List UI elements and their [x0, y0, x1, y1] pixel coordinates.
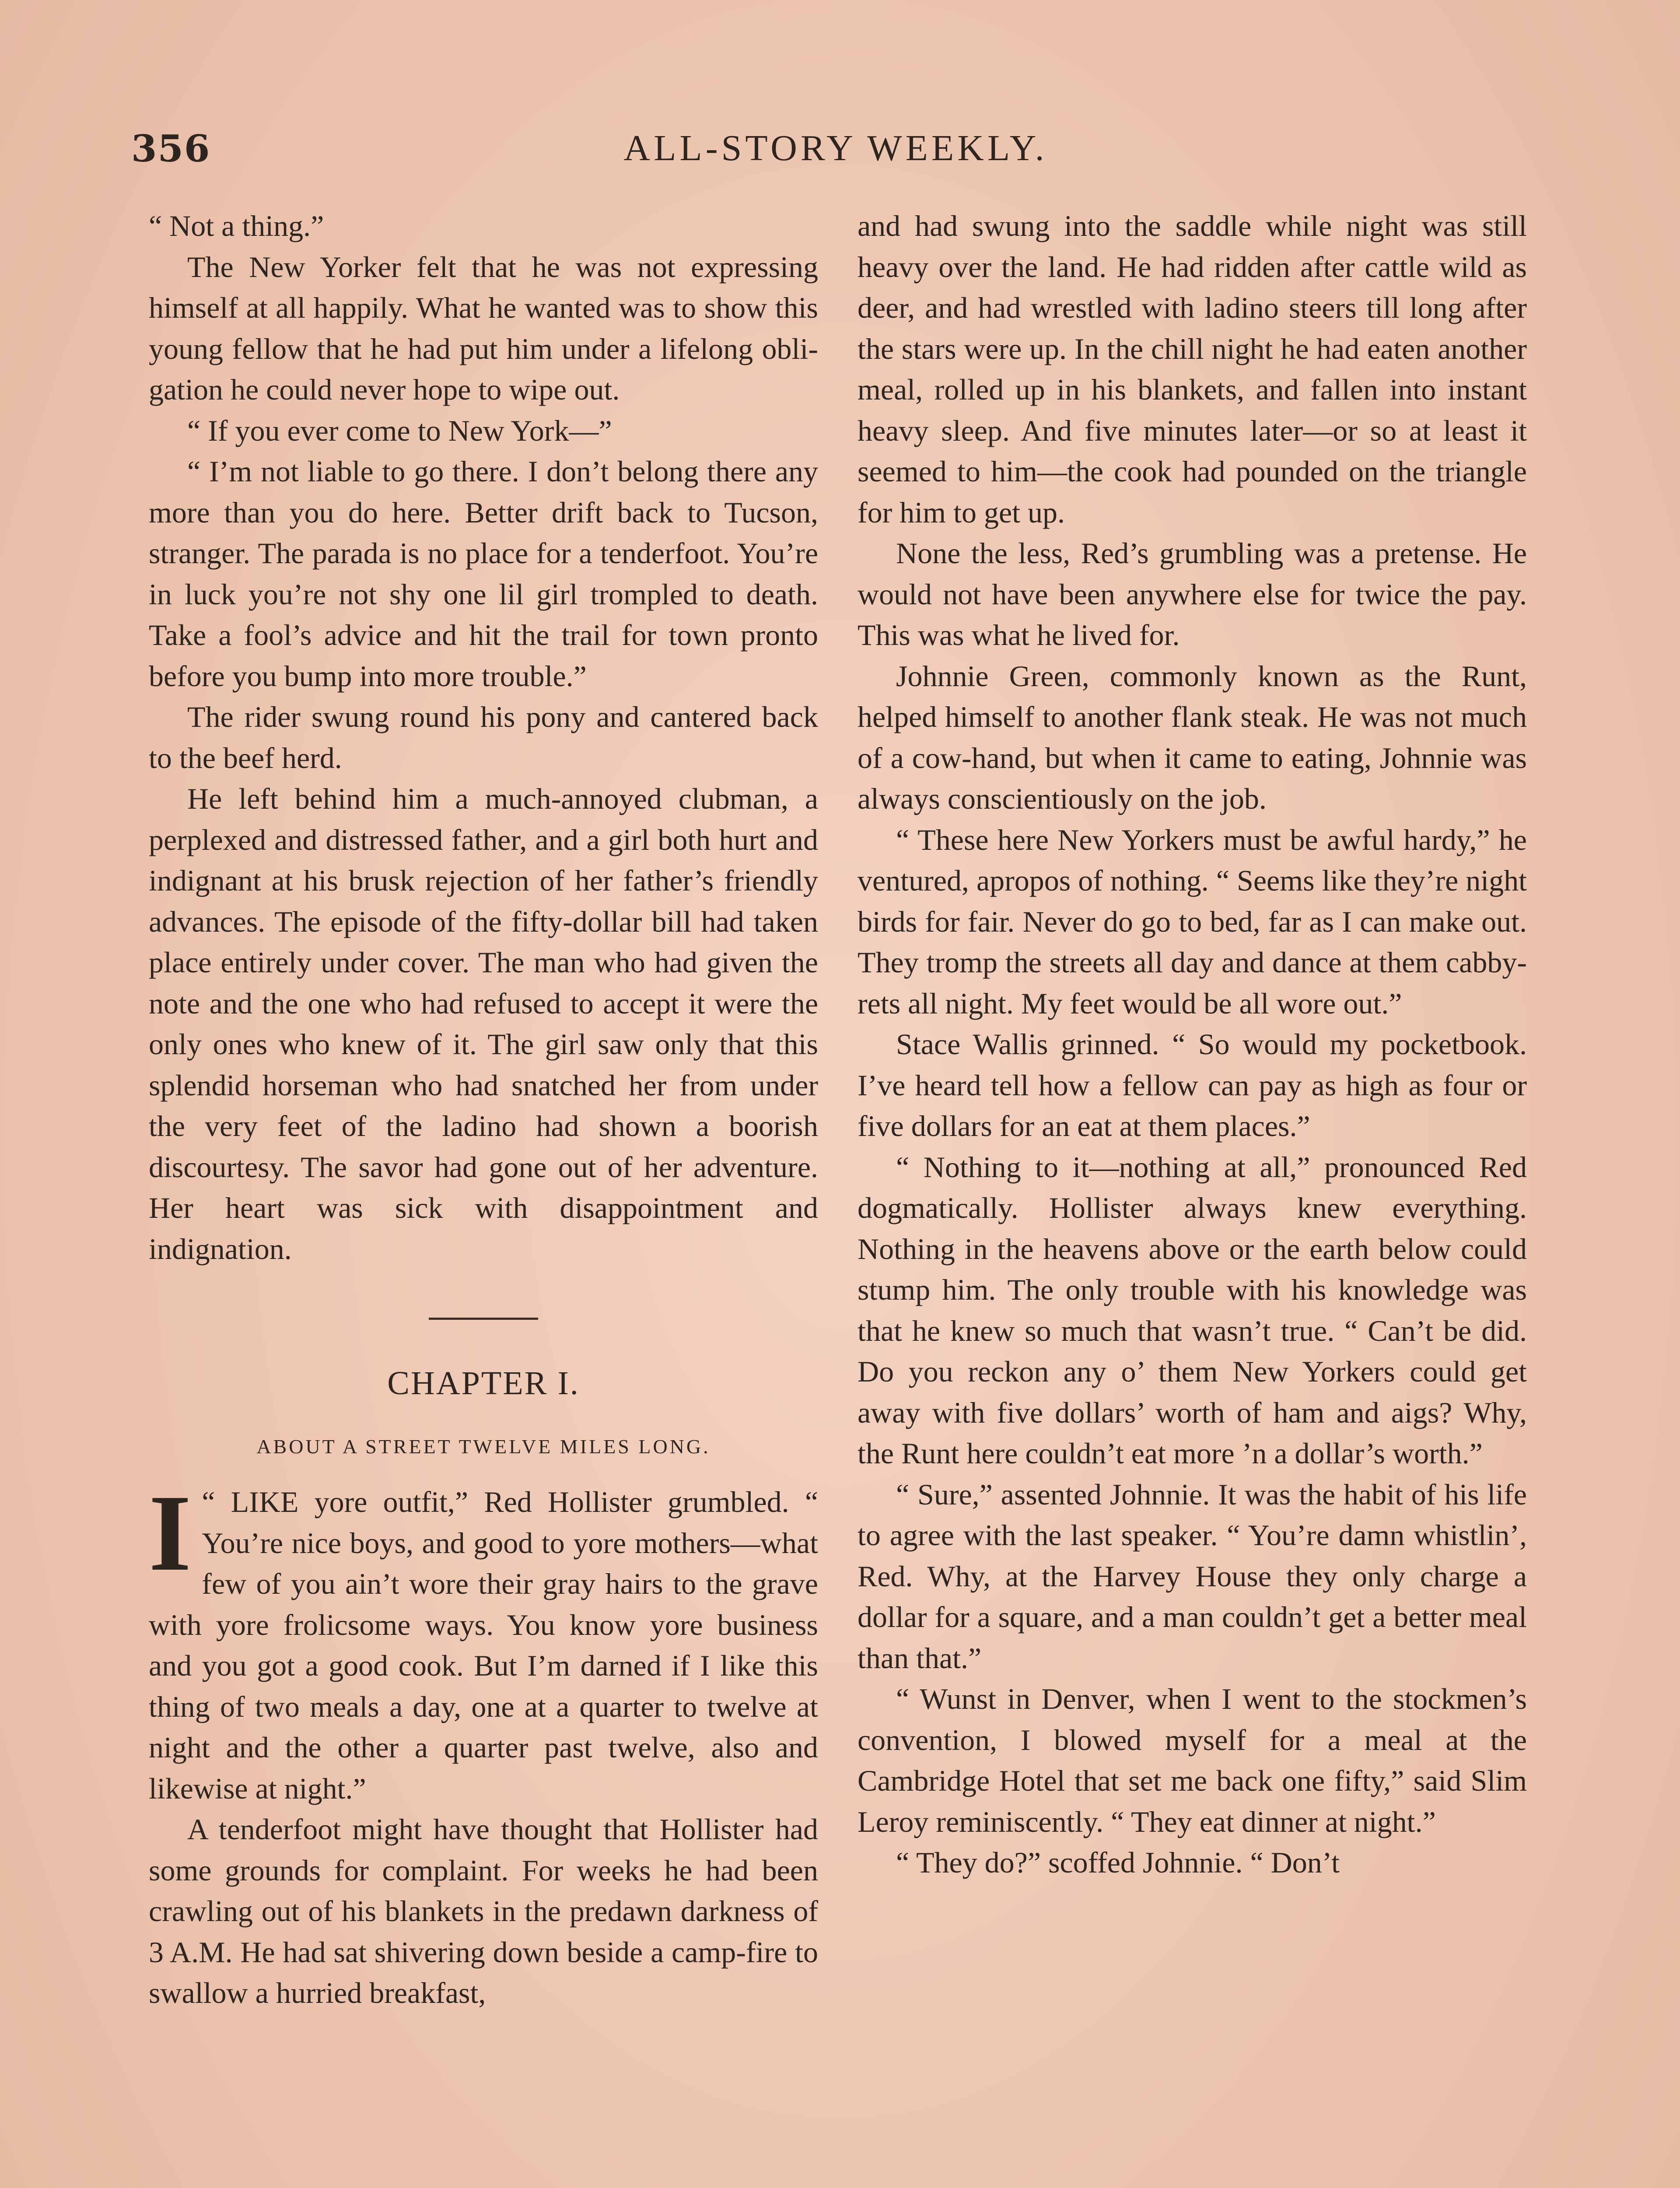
left-column: [149, 206, 818, 2014]
chapter-subtitle: ABOUT A STREET TWELVE MILES LONG.: [256, 1435, 710, 1458]
page-number: 356: [131, 127, 211, 170]
paragraph: The New Yorker felt that he was not expressing himself at all happily. What he wanted was to show this young fellow that he had put him under a lifelong obligation he could never hope to wipe out.: [149, 250, 818, 406]
dropcap-paragraph: [149, 1473, 818, 1809]
paragraph: Johnnie Green, commonly known as the Runt, helped himself to another flank steak. He was not much of a cow-hand, but when it came to eating, Johnnie was always conscientiously on the job.: [858, 659, 1527, 815]
paragraph: He left behind him a much-annoyed clubman, a perplexed and distressed father, and a girl both hurt and indignant at his brusk rejection of her father’s friendly advances. The episode of the fifty-dollar bill had taken place entirely under cover. The man who had given the note and the one who had refused to accept it were the only ones who knew of it. The girl saw only that this splendid horseman who had snatched her from under the very feet of the ladino had shown a boorish discourtesy. The savor had gone out of her adventure. Her heart was sick with disappointment and indignation.: [149, 782, 818, 1266]
paragraph: “ They do?” scoffed Johnnie. “ Don’t: [896, 1846, 1340, 1879]
paragraph: Stace Wallis grinned. “ So would my pocketbook. I’ve heard tell how a fellow can pay as high as four or five dollars for an eat at them places.”: [858, 1027, 1527, 1143]
right-column: [858, 206, 1527, 1883]
page-header: [131, 127, 1540, 193]
opening-quote: “: [202, 1485, 215, 1518]
paragraph: “ Sure,” assented Johnnie. It was the habit of his life to agree with the last speaker. “ You’re damn whistlin’, Red. Why, at the Harvey House they only charge a dollar for a square, and a man couldn’t get a better meal than that.”: [858, 1477, 1527, 1675]
paragraph: “ These here New Yorkers must be awful hardy,” he ventured, apropos of nothing. “ Seems like they’re night birds for fair. Never do go to bed, far as I can make out. They tromp the streets all day and dance at them cabby-rets all night. My feet would be all wore out.”: [858, 823, 1527, 1020]
paragraph: “ I’m not liable to go there. I don’t belong there any more than you do here. Better drift back to Tucson, stranger. The parada is no place for a tenderfoot. You’re in luck you’re not shy one lil girl trompled to death. Take a fool’s advice and hit the trail for town pronto before you bump into more trouble.”: [149, 455, 818, 693]
running-title: ALL-STORY WEEKLY.: [623, 128, 1048, 168]
section-divider: [429, 1318, 538, 1320]
paragraph: “ Nothing to it—nothing at all,” pronounced Red dogmatically. Hollister always knew everything. Nothing in the heavens above or the earth below could stump him. The only trouble with his knowledge was that he knew so much that wasn’t true. “ Can’t be did. Do you reckon any o’ them New Yorkers could get away with five dollars’ worth of ham and aigs? Why, the Runt here couldn’t eat more ’n a dollar’s worth.”: [858, 1150, 1527, 1470]
dropcap-paragraph-text: LIKE yore outfit,” Red Hollister grumbled. “ You’re nice boys, and good to yore mothers—what few of you ain’t wore their gray hairs to the grave with yore frolicsome ways. You know yore business and you got a good cook. But I’m darned if I like this thing of two meals a day, one at a quarter to twelve at night and the other a quarter past twelve, also and likewise at night.”: [149, 1485, 818, 1805]
paragraph: “ Not a thing.”: [149, 209, 324, 242]
chapter-heading: CHAPTER I.: [387, 1365, 580, 1402]
paragraph: The rider swung round his pony and cantered back to the beef herd.: [149, 700, 818, 775]
drop-cap-letter: I: [149, 1473, 192, 1594]
paragraph: “ If you ever come to New York—”: [187, 414, 612, 447]
paragraph: and had swung into the saddle while night was still heavy over the land. He had ridden after cattle wild as deer, and had wrestled with ladino steers till long after the stars were up. In the chill night he had eaten another meal, rolled up in his blankets, and fallen into instant heavy sleep. And five minutes later—or so at least it seemed to him—the cook had pounded on the triangle for him to get up.: [858, 209, 1527, 529]
paragraph: A tenderfoot might have thought that Hollister had some grounds for complaint. For weeks he had been crawling out of his blankets in the predawn darkness of 3 A.M. He had sat shivering down beside a camp-fire to swallow a hurried breakfast,: [149, 1813, 818, 2009]
paragraph: None the less, Red’s grumbling was a pretense. He would not have been anywhere else for twice the pay. This was what he lived for.: [858, 536, 1527, 652]
paragraph: “ Wunst in Denver, when I went to the stockmen’s convention, I blowed myself for a meal at the Cambridge Hotel that set me back one fifty,” said Slim Leroy reminiscently. “ They eat dinner at night.”: [858, 1682, 1527, 1838]
